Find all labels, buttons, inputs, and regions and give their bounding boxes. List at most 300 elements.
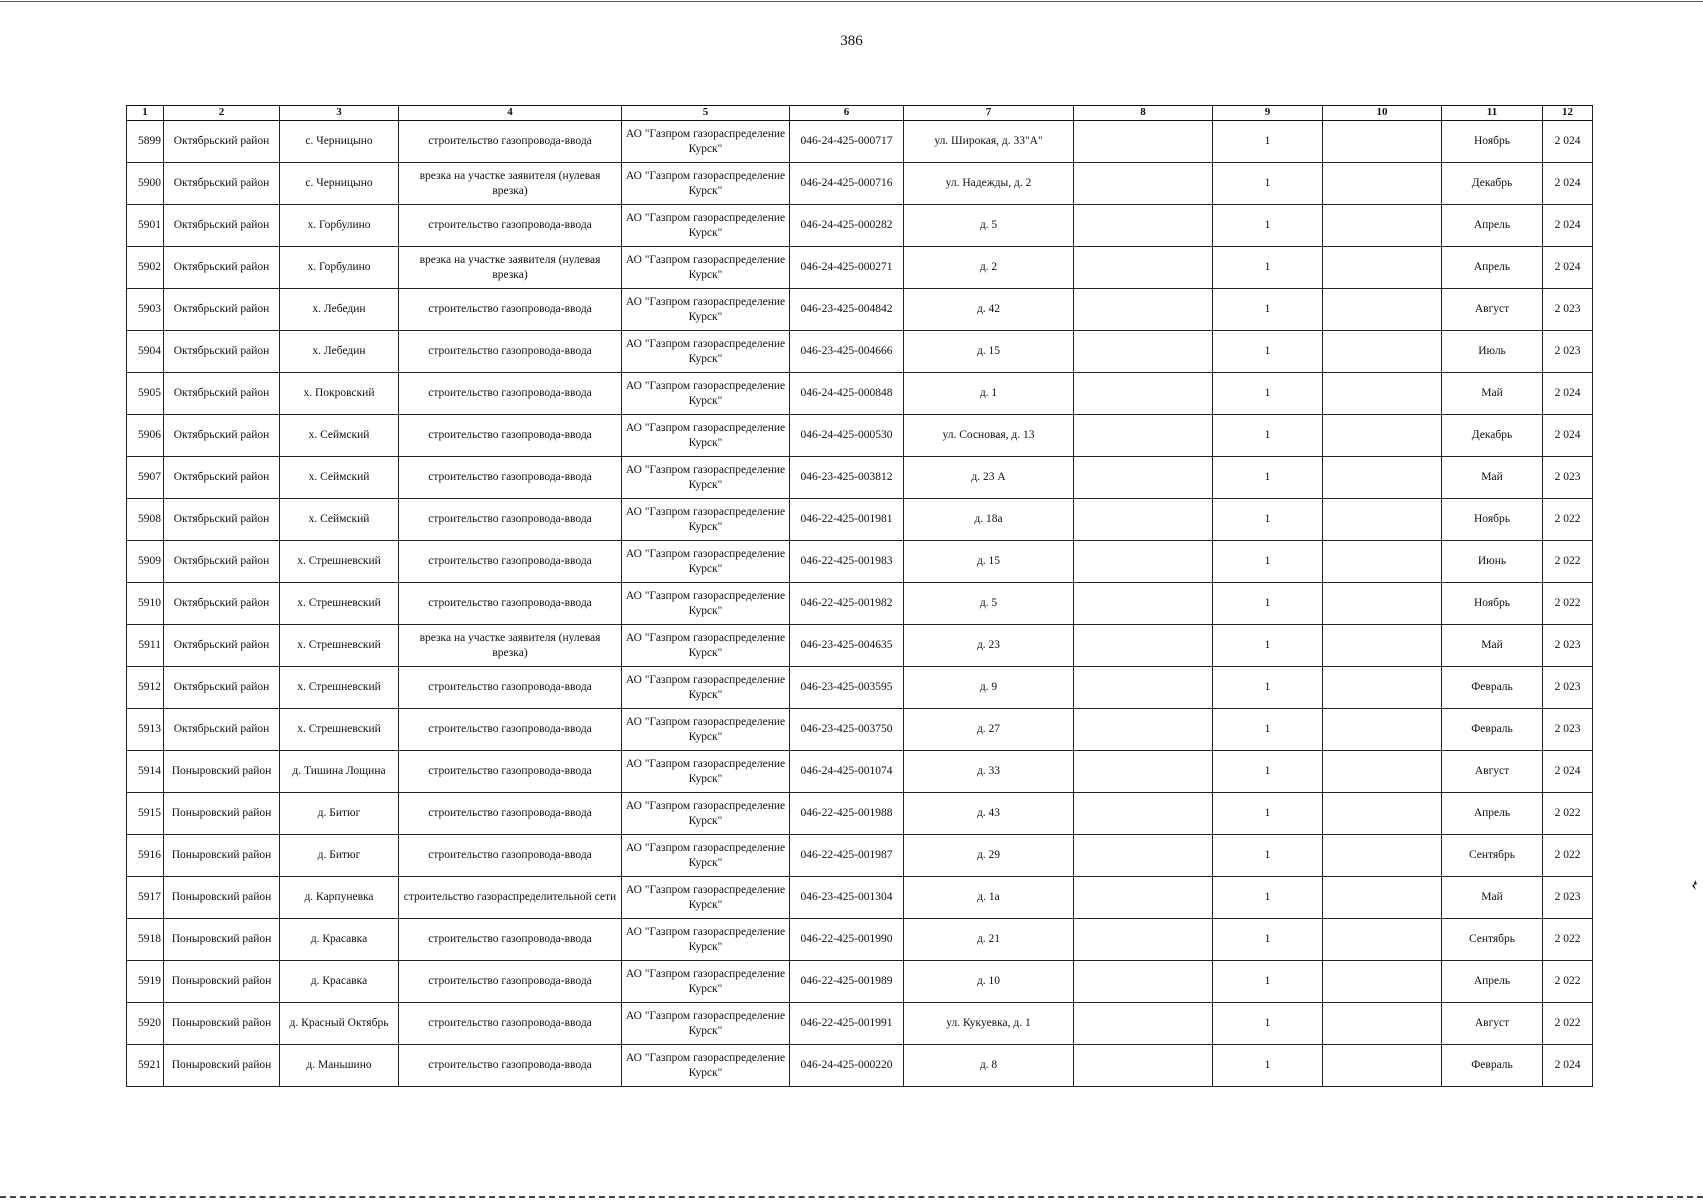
- cell-col-10: [1323, 121, 1442, 163]
- table-row: [127, 457, 1593, 499]
- cell-month: Ноябрь: [1442, 121, 1543, 163]
- cell-district: Октябрьский район: [164, 499, 280, 541]
- cell-row-number: 5913: [127, 709, 164, 751]
- cell-month: Апрель: [1442, 205, 1543, 247]
- cell-address: ул. Широкая, д. 33"А": [904, 121, 1074, 163]
- cell-year: 2 024: [1543, 415, 1593, 457]
- cell-year: 2 022: [1543, 835, 1593, 877]
- cell-col-10: [1323, 163, 1442, 205]
- cell-application-number: 046-23-425-004635: [790, 625, 904, 667]
- cell-organization: АО "Газпром газораспределение Курск": [622, 121, 790, 163]
- cell-work-type: строительство газопровода-ввода: [399, 919, 622, 961]
- cell-settlement: д. Карпуневка: [280, 877, 399, 919]
- cell-col-8: [1074, 499, 1213, 541]
- cell-district: Поныровский район: [164, 961, 280, 1003]
- cell-month: Апрель: [1442, 247, 1543, 289]
- cell-organization: АО "Газпром газораспределение Курск": [622, 1003, 790, 1045]
- cell-address: д. 1: [904, 373, 1074, 415]
- table-row: [127, 961, 1593, 1003]
- cell-year: 2 022: [1543, 961, 1593, 1003]
- cell-application-number: 046-24-425-000271: [790, 247, 904, 289]
- cell-col-8: [1074, 247, 1213, 289]
- cell-organization: АО "Газпром газораспределение Курск": [622, 667, 790, 709]
- cell-col-10: [1323, 331, 1442, 373]
- cell-district: Октябрьский район: [164, 373, 280, 415]
- cell-col-10: [1323, 373, 1442, 415]
- table-row: [127, 163, 1593, 205]
- cell-month: Май: [1442, 457, 1543, 499]
- cell-work-type: строительство газопровода-ввода: [399, 541, 622, 583]
- cell-col-8: [1074, 961, 1213, 1003]
- cell-organization: АО "Газпром газораспределение Курск": [622, 541, 790, 583]
- bottom-scan-edge: [0, 1196, 1703, 1198]
- cell-col-10: [1323, 457, 1442, 499]
- column-header-1: 1: [127, 106, 164, 121]
- cell-work-type: строительство газопровода-ввода: [399, 1003, 622, 1045]
- cell-address: д. 15: [904, 541, 1074, 583]
- cell-application-number: 046-22-425-001988: [790, 793, 904, 835]
- cell-row-number: 5908: [127, 499, 164, 541]
- cell-count: 1: [1213, 289, 1323, 331]
- table-row: [127, 667, 1593, 709]
- cell-col-8: [1074, 877, 1213, 919]
- cell-row-number: 5901: [127, 205, 164, 247]
- cell-row-number: 5907: [127, 457, 164, 499]
- cell-organization: АО "Газпром газораспределение Курск": [622, 793, 790, 835]
- table-row: [127, 415, 1593, 457]
- cell-row-number: 5911: [127, 625, 164, 667]
- cell-district: Поныровский район: [164, 877, 280, 919]
- column-header-9: 9: [1213, 106, 1323, 121]
- cell-work-type: врезка на участке заявителя (нулевая врезка): [399, 247, 622, 289]
- cell-address: ул. Кукуевка, д. 1: [904, 1003, 1074, 1045]
- cell-application-number: 046-23-425-004842: [790, 289, 904, 331]
- cell-col-10: [1323, 415, 1442, 457]
- cell-col-8: [1074, 751, 1213, 793]
- cell-address: д. 29: [904, 835, 1074, 877]
- cell-count: 1: [1213, 247, 1323, 289]
- cell-settlement: х. Сеймский: [280, 457, 399, 499]
- cell-month: Май: [1442, 373, 1543, 415]
- table-row: [127, 289, 1593, 331]
- cell-work-type: строительство газопровода-ввода: [399, 415, 622, 457]
- cell-month: Август: [1442, 289, 1543, 331]
- cell-organization: АО "Газпром газораспределение Курск": [622, 373, 790, 415]
- cell-organization: АО "Газпром газораспределение Курск": [622, 331, 790, 373]
- cell-work-type: строительство газопровода-ввода: [399, 373, 622, 415]
- cell-application-number: 046-22-425-001990: [790, 919, 904, 961]
- cell-year: 2 022: [1543, 541, 1593, 583]
- cell-settlement: х. Горбулино: [280, 247, 399, 289]
- cell-row-number: 5921: [127, 1045, 164, 1087]
- cell-district: Октябрьский район: [164, 625, 280, 667]
- cell-month: Сентябрь: [1442, 919, 1543, 961]
- cell-row-number: 5916: [127, 835, 164, 877]
- cell-work-type: врезка на участке заявителя (нулевая врезка): [399, 625, 622, 667]
- cell-col-10: [1323, 289, 1442, 331]
- cell-work-type: строительство газопровода-ввода: [399, 121, 622, 163]
- cell-row-number: 5914: [127, 751, 164, 793]
- cell-district: Октябрьский район: [164, 121, 280, 163]
- column-header-12: 12: [1543, 106, 1593, 121]
- cell-year: 2 022: [1543, 793, 1593, 835]
- cell-col-10: [1323, 499, 1442, 541]
- cell-col-8: [1074, 835, 1213, 877]
- cell-col-8: [1074, 793, 1213, 835]
- cell-address: д. 42: [904, 289, 1074, 331]
- cell-settlement: х. Покровский: [280, 373, 399, 415]
- cell-application-number: 046-24-425-000530: [790, 415, 904, 457]
- cell-row-number: 5900: [127, 163, 164, 205]
- cell-count: 1: [1213, 1003, 1323, 1045]
- cell-count: 1: [1213, 793, 1323, 835]
- cell-address: д. 2: [904, 247, 1074, 289]
- cell-col-10: [1323, 919, 1442, 961]
- cell-row-number: 5918: [127, 919, 164, 961]
- cell-organization: АО "Газпром газораспределение Курск": [622, 499, 790, 541]
- cell-district: Поныровский район: [164, 919, 280, 961]
- cell-work-type: врезка на участке заявителя (нулевая врезка): [399, 163, 622, 205]
- cell-col-10: [1323, 247, 1442, 289]
- cell-settlement: х. Лебедин: [280, 289, 399, 331]
- cell-month: Июнь: [1442, 541, 1543, 583]
- cell-district: Октябрьский район: [164, 247, 280, 289]
- cell-settlement: х. Лебедин: [280, 331, 399, 373]
- cell-organization: АО "Газпром газораспределение Курск": [622, 709, 790, 751]
- cell-month: Ноябрь: [1442, 583, 1543, 625]
- table-row: [127, 373, 1593, 415]
- cell-col-8: [1074, 1045, 1213, 1087]
- cell-application-number: 046-22-425-001982: [790, 583, 904, 625]
- cell-row-number: 5920: [127, 1003, 164, 1045]
- cell-col-8: [1074, 1003, 1213, 1045]
- cell-organization: АО "Газпром газораспределение Курск": [622, 289, 790, 331]
- cell-address: д. 21: [904, 919, 1074, 961]
- cell-work-type: строительство газопровода-ввода: [399, 709, 622, 751]
- cell-month: Август: [1442, 1003, 1543, 1045]
- column-header-2: 2: [164, 106, 280, 121]
- cell-district: Октябрьский район: [164, 541, 280, 583]
- cell-count: 1: [1213, 1045, 1323, 1087]
- cell-count: 1: [1213, 667, 1323, 709]
- cell-col-10: [1323, 667, 1442, 709]
- cell-organization: АО "Газпром газораспределение Курск": [622, 205, 790, 247]
- cell-district: Октябрьский район: [164, 667, 280, 709]
- cell-month: Декабрь: [1442, 415, 1543, 457]
- cell-address: ул. Сосновая, д. 13: [904, 415, 1074, 457]
- cell-settlement: д. Красный Октябрь: [280, 1003, 399, 1045]
- cell-address: д. 23: [904, 625, 1074, 667]
- cell-col-8: [1074, 415, 1213, 457]
- cell-district: Поныровский район: [164, 1003, 280, 1045]
- cell-month: Сентябрь: [1442, 835, 1543, 877]
- cell-application-number: 046-22-425-001991: [790, 1003, 904, 1045]
- cell-count: 1: [1213, 583, 1323, 625]
- cell-application-number: 046-22-425-001989: [790, 961, 904, 1003]
- cell-col-10: [1323, 835, 1442, 877]
- cell-year: 2 022: [1543, 919, 1593, 961]
- cell-organization: АО "Газпром газораспределение Курск": [622, 583, 790, 625]
- cell-count: 1: [1213, 373, 1323, 415]
- cell-application-number: 046-22-425-001983: [790, 541, 904, 583]
- cell-settlement: х. Стрешневский: [280, 667, 399, 709]
- cell-count: 1: [1213, 121, 1323, 163]
- cell-address: д. 10: [904, 961, 1074, 1003]
- cell-year: 2 024: [1543, 751, 1593, 793]
- cell-organization: АО "Газпром газораспределение Курск": [622, 247, 790, 289]
- cell-row-number: 5917: [127, 877, 164, 919]
- column-header-7: 7: [904, 106, 1074, 121]
- cell-col-8: [1074, 121, 1213, 163]
- table-row: [127, 877, 1593, 919]
- cell-col-8: [1074, 457, 1213, 499]
- table-row: [127, 247, 1593, 289]
- cell-application-number: 046-24-425-001074: [790, 751, 904, 793]
- cell-organization: АО "Газпром газораспределение Курск": [622, 1045, 790, 1087]
- table-row: [127, 499, 1593, 541]
- cell-work-type: строительство газопровода-ввода: [399, 289, 622, 331]
- cell-year: 2 023: [1543, 667, 1593, 709]
- cell-settlement: х. Стрешневский: [280, 625, 399, 667]
- cell-work-type: строительство газопровода-ввода: [399, 793, 622, 835]
- cell-col-10: [1323, 1003, 1442, 1045]
- cell-count: 1: [1213, 877, 1323, 919]
- cell-year: 2 024: [1543, 1045, 1593, 1087]
- cell-count: 1: [1213, 709, 1323, 751]
- cell-month: Февраль: [1442, 709, 1543, 751]
- cell-row-number: 5912: [127, 667, 164, 709]
- cell-count: 1: [1213, 625, 1323, 667]
- cell-month: Февраль: [1442, 1045, 1543, 1087]
- table-row: [127, 709, 1593, 751]
- column-header-6: 6: [790, 106, 904, 121]
- cell-district: Октябрьский район: [164, 289, 280, 331]
- cell-work-type: строительство газопровода-ввода: [399, 835, 622, 877]
- cell-row-number: 5919: [127, 961, 164, 1003]
- cell-address: д. 23 А: [904, 457, 1074, 499]
- cell-settlement: х. Стрешневский: [280, 541, 399, 583]
- cell-district: Октябрьский район: [164, 163, 280, 205]
- cell-organization: АО "Газпром газораспределение Курск": [622, 919, 790, 961]
- cell-count: 1: [1213, 961, 1323, 1003]
- column-header-8: 8: [1074, 106, 1213, 121]
- cell-month: Февраль: [1442, 667, 1543, 709]
- cell-year: 2 023: [1543, 457, 1593, 499]
- cell-address: д. 1а: [904, 877, 1074, 919]
- cell-count: 1: [1213, 541, 1323, 583]
- cell-col-10: [1323, 877, 1442, 919]
- page-number: 386: [840, 33, 863, 49]
- cell-address: д. 15: [904, 331, 1074, 373]
- table-row: [127, 835, 1593, 877]
- cell-application-number: 046-24-425-000220: [790, 1045, 904, 1087]
- table-row: [127, 205, 1593, 247]
- cell-application-number: 046-23-425-003812: [790, 457, 904, 499]
- cell-district: Октябрьский район: [164, 331, 280, 373]
- table-row: [127, 1003, 1593, 1045]
- cell-col-8: [1074, 331, 1213, 373]
- cell-count: 1: [1213, 835, 1323, 877]
- cell-col-8: [1074, 163, 1213, 205]
- cell-organization: АО "Газпром газораспределение Курск": [622, 625, 790, 667]
- table-row: [127, 331, 1593, 373]
- cell-month: Апрель: [1442, 793, 1543, 835]
- cell-address: ул. Надежды, д. 2: [904, 163, 1074, 205]
- cell-settlement: х. Сеймский: [280, 415, 399, 457]
- cell-work-type: строительство газопровода-ввода: [399, 331, 622, 373]
- cell-col-8: [1074, 919, 1213, 961]
- cell-col-10: [1323, 793, 1442, 835]
- cell-district: Октябрьский район: [164, 415, 280, 457]
- cell-application-number: 046-23-425-003595: [790, 667, 904, 709]
- table-row: [127, 583, 1593, 625]
- cell-col-10: [1323, 1045, 1442, 1087]
- cell-month: Май: [1442, 877, 1543, 919]
- cell-col-10: [1323, 625, 1442, 667]
- cell-month: Май: [1442, 625, 1543, 667]
- top-scan-edge: [0, 1, 1703, 2]
- cell-organization: АО "Газпром газораспределение Курск": [622, 961, 790, 1003]
- cell-settlement: д. Битюг: [280, 835, 399, 877]
- cell-work-type: строительство газопровода-ввода: [399, 751, 622, 793]
- cell-work-type: строительство газопровода-ввода: [399, 667, 622, 709]
- cell-year: 2 023: [1543, 709, 1593, 751]
- cell-month: Июль: [1442, 331, 1543, 373]
- cell-year: 2 022: [1543, 1003, 1593, 1045]
- cell-address: д. 5: [904, 205, 1074, 247]
- cell-col-8: [1074, 625, 1213, 667]
- cell-col-10: [1323, 751, 1442, 793]
- table-row: [127, 793, 1593, 835]
- cell-year: 2 024: [1543, 205, 1593, 247]
- cell-organization: АО "Газпром газораспределение Курск": [622, 751, 790, 793]
- column-header-10: 10: [1323, 106, 1442, 121]
- cell-address: д. 18а: [904, 499, 1074, 541]
- cell-settlement: х. Сеймский: [280, 499, 399, 541]
- cell-row-number: 5902: [127, 247, 164, 289]
- cell-work-type: строительство газопровода-ввода: [399, 499, 622, 541]
- cell-work-type: строительство газопровода-ввода: [399, 457, 622, 499]
- cell-col-8: [1074, 583, 1213, 625]
- cell-district: Октябрьский район: [164, 205, 280, 247]
- cell-col-8: [1074, 709, 1213, 751]
- cell-row-number: 5903: [127, 289, 164, 331]
- cell-count: 1: [1213, 751, 1323, 793]
- cell-application-number: 046-24-425-000848: [790, 373, 904, 415]
- cell-work-type: строительство газопровода-ввода: [399, 961, 622, 1003]
- column-header-11: 11: [1442, 106, 1543, 121]
- cell-settlement: х. Горбулино: [280, 205, 399, 247]
- cell-district: Поныровский район: [164, 835, 280, 877]
- cell-year: 2 022: [1543, 499, 1593, 541]
- cell-year: 2 024: [1543, 373, 1593, 415]
- cell-address: д. 9: [904, 667, 1074, 709]
- cell-settlement: д. Битюг: [280, 793, 399, 835]
- cell-district: Октябрьский район: [164, 457, 280, 499]
- cell-work-type: строительство газопровода-ввода: [399, 583, 622, 625]
- cell-application-number: 046-24-425-000716: [790, 163, 904, 205]
- cell-year: 2 023: [1543, 289, 1593, 331]
- cell-col-10: [1323, 541, 1442, 583]
- cell-col-8: [1074, 205, 1213, 247]
- cell-address: д. 8: [904, 1045, 1074, 1087]
- cell-col-10: [1323, 205, 1442, 247]
- cell-count: 1: [1213, 457, 1323, 499]
- cell-district: Поныровский район: [164, 751, 280, 793]
- cell-col-10: [1323, 709, 1442, 751]
- cell-application-number: 046-24-425-000717: [790, 121, 904, 163]
- cell-settlement: с. Черницыно: [280, 163, 399, 205]
- cell-month: Апрель: [1442, 961, 1543, 1003]
- table-row: [127, 751, 1593, 793]
- cell-application-number: 046-23-425-004666: [790, 331, 904, 373]
- cell-count: 1: [1213, 331, 1323, 373]
- cell-application-number: 046-22-425-001981: [790, 499, 904, 541]
- cell-count: 1: [1213, 163, 1323, 205]
- cell-month: Ноябрь: [1442, 499, 1543, 541]
- registry-table: [126, 105, 1593, 1087]
- cell-organization: АО "Газпром газораспределение Курск": [622, 835, 790, 877]
- cell-year: 2 024: [1543, 247, 1593, 289]
- cell-row-number: 5904: [127, 331, 164, 373]
- cell-settlement: д. Тишина Лощина: [280, 751, 399, 793]
- table-row: [127, 625, 1593, 667]
- cell-settlement: д. Маньшино: [280, 1045, 399, 1087]
- cell-application-number: 046-23-425-003750: [790, 709, 904, 751]
- cell-row-number: 5910: [127, 583, 164, 625]
- cell-organization: АО "Газпром газораспределение Курск": [622, 877, 790, 919]
- cell-col-10: [1323, 583, 1442, 625]
- cell-count: 1: [1213, 205, 1323, 247]
- cell-organization: АО "Газпром газораспределение Курск": [622, 457, 790, 499]
- cell-year: 2 024: [1543, 163, 1593, 205]
- cell-address: д. 27: [904, 709, 1074, 751]
- cell-row-number: 5906: [127, 415, 164, 457]
- cell-col-10: [1323, 961, 1442, 1003]
- scan-artifact-mark: [1692, 880, 1698, 890]
- cell-address: д. 43: [904, 793, 1074, 835]
- cell-row-number: 5909: [127, 541, 164, 583]
- table-row: [127, 1045, 1593, 1087]
- cell-address: д. 33: [904, 751, 1074, 793]
- column-header-4: 4: [399, 106, 622, 121]
- cell-count: 1: [1213, 415, 1323, 457]
- cell-district: Поныровский район: [164, 1045, 280, 1087]
- cell-settlement: х. Стрешневский: [280, 709, 399, 751]
- cell-col-8: [1074, 667, 1213, 709]
- cell-col-8: [1074, 373, 1213, 415]
- cell-district: Поныровский район: [164, 793, 280, 835]
- cell-organization: АО "Газпром газораспределение Курск": [622, 163, 790, 205]
- cell-work-type: строительство газораспределительной сети: [399, 877, 622, 919]
- header-row: [127, 106, 1593, 121]
- cell-settlement: с. Черницыно: [280, 121, 399, 163]
- cell-year: 2 023: [1543, 625, 1593, 667]
- column-header-5: 5: [622, 106, 790, 121]
- cell-count: 1: [1213, 919, 1323, 961]
- cell-col-8: [1074, 541, 1213, 583]
- table-row: [127, 919, 1593, 961]
- cell-settlement: д. Красавка: [280, 919, 399, 961]
- cell-work-type: строительство газопровода-ввода: [399, 1045, 622, 1087]
- cell-row-number: 5915: [127, 793, 164, 835]
- cell-address: д. 5: [904, 583, 1074, 625]
- cell-settlement: х. Стрешневский: [280, 583, 399, 625]
- cell-month: Декабрь: [1442, 163, 1543, 205]
- cell-month: Август: [1442, 751, 1543, 793]
- cell-row-number: 5905: [127, 373, 164, 415]
- cell-work-type: строительство газопровода-ввода: [399, 205, 622, 247]
